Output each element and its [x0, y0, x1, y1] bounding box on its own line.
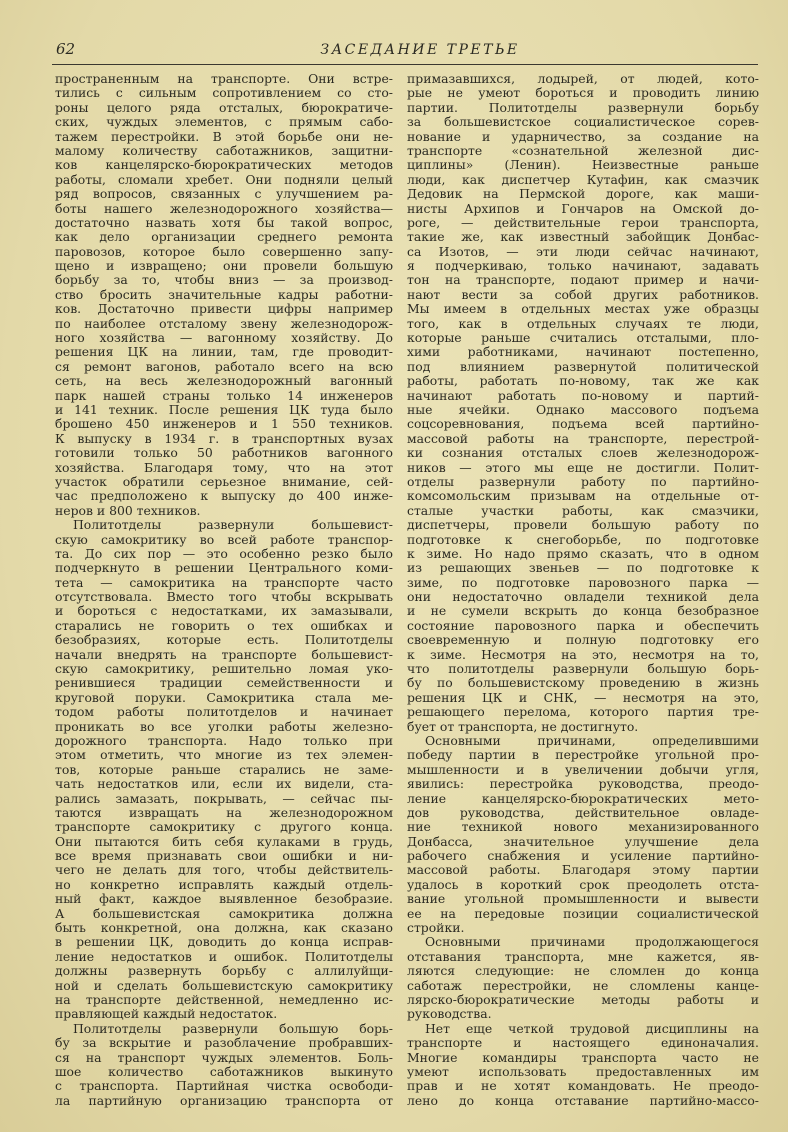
text-line: малому количеству саботажников, защитни- — [55, 143, 393, 158]
text-line: того, как в отдельных случаях те люди, — [407, 316, 759, 331]
text-line: участок обратили серьезное внимание, сей- — [55, 474, 393, 489]
text-line: решения ЦК и СНК, — несмотря на это, — [407, 690, 759, 705]
text-line: боты нашего железнодорожного хозяйства— — [55, 201, 393, 216]
text-line: и 141 техник. После решения ЦК туда было — [55, 402, 393, 417]
text-line: руководства. — [407, 1007, 492, 1022]
text-line: удалось в короткий срок преодолеть отста- — [407, 877, 759, 892]
text-line: нисты Архипов и Гончаров на Омской до- — [407, 201, 759, 216]
text-line: по наиболее отсталому звену железнодорож- — [55, 316, 393, 331]
text-line: правляющей каждый недостаток. — [55, 1007, 278, 1022]
text-line: проникать во все уголки работы железно- — [55, 719, 393, 734]
text-line: отставания транспорта, мне кажется, яв- — [407, 949, 759, 964]
text-line: под влиянием развернутой политической — [407, 359, 759, 374]
text-line: на транспорте действенной, немедленно ис- — [55, 993, 393, 1007]
text-line: ный факт, каждое выявленное безобразие. — [55, 892, 393, 907]
text-line: борьбу за то, чтобы вниз — за производ- — [55, 273, 393, 288]
text-line: в решении ЦК, доводить до конца исправ- — [55, 935, 393, 950]
text-line: стройки. — [407, 921, 465, 936]
text-line: мышленности и в увеличении добычи угля, — [407, 762, 759, 777]
text-line: дорожного транспорта. Надо только при — [55, 733, 393, 748]
text-line: Политотделы развернули большевист- — [73, 518, 393, 533]
text-line: решения ЦК на линии, там, где проводит- — [55, 345, 393, 360]
text-line: состояние паровозного парка и обеспечить — [407, 618, 759, 633]
text-line: подготовке к снегоборьбе, по подготовке — [407, 532, 759, 547]
text-line: ление недостатков и ошибок. Политотделы — [55, 949, 393, 964]
text-line: что политотделы развернули большую борь- — [407, 662, 759, 677]
text-line: такие же, как известный забойщик Донбас- — [407, 230, 759, 245]
text-line: к зиме. Несмотря на это, несмотря на то, — [407, 647, 759, 662]
text-line: комсомольским призывам на отдельные от- — [407, 489, 759, 504]
text-line: быть конкретной, она должна, как сказано — [55, 921, 393, 936]
text-line: сеть, на весь железнодорожный вагонный — [55, 374, 393, 389]
text-line: ее на передовые позиции социалистической — [407, 906, 759, 921]
text-line: бует от транспорта, не достигнуто. — [407, 719, 639, 734]
text-line: Дедовик на Пермской дороге, как маши- — [407, 187, 759, 202]
text-line: отделы развернули работу по партийно- — [407, 474, 759, 489]
text-line: неров и 800 техников. — [55, 503, 201, 518]
paragraph — [407, 1022, 759, 1108]
text-line: но конкретно исправлять каждый отдель- — [55, 877, 393, 892]
text-line: соцсоревнования, подъема всей партийно- — [407, 417, 759, 432]
text-line: я подчеркиваю, только начинают, задавать — [407, 259, 759, 274]
text-line: тились с сильным сопротивлением со сто- — [55, 86, 393, 101]
text-line: старались не говорить о тех ошибках и — [55, 618, 393, 633]
text-line: круговой поруки. Самокритика стала ме- — [55, 690, 393, 705]
text-line: Мы имеем в отдельных местах уже образцы — [407, 302, 759, 317]
text-line: начали внедрять на транспорте большевист- — [55, 647, 393, 662]
text-line: и не сумели вскрыть до конца безобразное — [407, 604, 759, 619]
text-line: паровозов, которое было совершенно запу- — [55, 244, 393, 259]
text-line: ляются следующие: не сломлен до конца — [407, 964, 759, 979]
text-line: са Изотов, — эти люди сейчас начинают, — [407, 244, 759, 259]
text-line: примазавшихся, лодырей, от людей, кото- — [407, 72, 759, 86]
text-line: массовой работы на транспорте, перестрой- — [407, 431, 759, 446]
text-line: умеют использовать предоставленных им — [407, 1064, 759, 1079]
text-line: люди, как диспетчер Кутафин, как смазчик — [407, 172, 759, 187]
text-line: бу по большевистскому проведению в жизнь — [407, 676, 759, 691]
text-line: скую самокритику во всей работе транспор- — [55, 532, 393, 547]
text-line: чего не делать для того, чтобы действитель- — [55, 863, 393, 878]
text-line: Нет еще четкой трудовой дисциплины на — [425, 1021, 759, 1036]
text-line: нование и ударничество, за создание на — [407, 129, 759, 144]
text-line: транспорте «сознательной железной дис- — [407, 143, 759, 158]
text-line: ки сознания отсталых слоев железнодорож- — [407, 446, 759, 461]
text-line: Многие командиры транспорта часто не — [407, 1050, 759, 1065]
text-line: победу партии в перестройке угольной про- — [407, 748, 759, 763]
right-column — [407, 72, 759, 1108]
page-number: 62 — [56, 40, 76, 58]
text-line: щено и извращено; они провели большую — [55, 259, 393, 274]
paragraph — [55, 518, 393, 1022]
text-line: явились: перестройка руководства, преодо- — [407, 777, 759, 792]
text-line: ние техникой нового механизированного — [407, 820, 759, 835]
text-line: К выпуску в 1934 г. в транспортных вузах — [55, 431, 393, 446]
text-line: зиме, по подготовке паровозного парка — — [407, 575, 759, 590]
text-line: отсутствовала. Вместо того чтобы вскрывать — [55, 590, 393, 605]
text-line: час предположено к выпуску до 400 инже- — [55, 489, 393, 504]
text-line: лярско-бюрократические методы работы и — [407, 993, 759, 1007]
text-line: сталые участки работы, как смазчики, — [407, 503, 759, 518]
text-line: ских, чуждых элементов, с прямым сабо- — [55, 115, 393, 130]
text-line: лено до конца отставание партийно-массо- — [407, 1093, 759, 1108]
text-line: тон на транспорте, подают пример и начи- — [407, 273, 759, 288]
text-line: рые не умеют бороться и проводить линию — [407, 86, 759, 101]
text-line: скую самокритику, решительно ломая уко- — [55, 662, 393, 677]
text-line: должны развернуть борьбу с аллилуйщи- — [55, 964, 393, 979]
text-line: Основными причинами, определившими — [425, 733, 759, 748]
text-line: ного хозяйства — вагонному хозяйству. До — [55, 331, 393, 346]
text-line: транспорте самокритику с другого конца. — [55, 820, 393, 835]
text-line: достаточно назвать хотя бы такой вопрос, — [55, 215, 393, 230]
text-line: Политотделы развернули большую борь- — [73, 1021, 393, 1036]
left-column — [55, 72, 393, 1108]
text-line: дов руководства, действительное овладе- — [407, 805, 759, 820]
text-line: Они пытаются бить себя кулаками в грудь, — [55, 834, 393, 849]
text-line: шое количество саботажников выкинуто — [55, 1064, 393, 1079]
paragraph — [55, 72, 393, 518]
text-line: ников — этого мы еще не достигли. Полит- — [407, 460, 759, 475]
text-line: рались замазать, покрывать, — сейчас пы- — [55, 791, 393, 806]
header-rule — [52, 64, 758, 65]
text-line: А большевистская самокритика должна — [55, 906, 393, 921]
text-line: ла партийную организацию транспорта от — [55, 1093, 393, 1108]
text-line: как дело организации среднего ремонта — [55, 230, 393, 245]
text-line: безобразиях, которые есть. Политотделы — [55, 633, 393, 648]
text-line: бу за вскрытие и разоблачение пробравших- — [55, 1036, 393, 1051]
text-line: транспорте и настоящего единоначалия. — [407, 1036, 759, 1051]
text-line: этом отметить, что многие из тех элемен- — [55, 748, 393, 763]
text-line: чать недостатков или, если их видели, ста- — [55, 777, 393, 792]
text-line: все время признавать свои ошибки и ни- — [55, 849, 393, 864]
text-line: ков канцелярско-бюрократических методов — [55, 158, 393, 173]
text-line: своевременную и полную подготовку его — [407, 633, 759, 648]
text-line: решающего перелома, которого партия тре- — [407, 705, 759, 720]
paragraph — [407, 734, 759, 935]
text-line: тов, которые раньше старались не заме- — [55, 762, 393, 777]
text-line: ся на транспорт чуждых элементов. Боль- — [55, 1050, 393, 1065]
text-line: и бороться с недостатками, их замазывали, — [55, 604, 393, 619]
paragraph — [55, 1022, 393, 1108]
text-line: прав и не хотят командовать. Не преодо- — [407, 1079, 759, 1094]
text-line: готовили только 50 работников вагонного — [55, 446, 393, 461]
text-line: работы, сломали хребет. Они подняли целый — [55, 172, 393, 187]
text-line: таются извращать на железнодорожном — [55, 805, 393, 820]
text-line: из решающих звеньев — по подготовке к — [407, 561, 759, 576]
text-line: брошено 450 инженеров и 1 550 техников. — [55, 417, 393, 432]
text-line: Донбасса, значительное улучшение дела — [407, 834, 759, 849]
text-line: подчеркнуто в решении Центрального коми- — [55, 561, 393, 576]
text-line: тажем перестройки. В этой борьбе они не- — [55, 129, 393, 144]
text-line: массовой работы. Благодаря этому партии — [407, 863, 759, 878]
text-line: роге, — действительные герои транспорта, — [407, 215, 759, 230]
text-line: хозяйства. Благодаря тому, что на этот — [55, 460, 393, 475]
running-title: ЗАСЕДАНИЕ ТРЕТЬЕ — [320, 42, 520, 58]
text-line: ренившиеся традиции семейственности и — [55, 676, 393, 691]
text-line: ряд вопросов, связанных с улучшением ра- — [55, 187, 393, 202]
text-line: за большевистское социалистическое сорев- — [407, 115, 759, 130]
text-line: они недостаточно овладели техникой дела — [407, 590, 759, 605]
text-line: работы, работать по-новому, так же как — [407, 374, 759, 389]
paragraph — [407, 935, 759, 1021]
text-line: партии. Политотделы развернули борьбу — [407, 100, 759, 115]
text-line: тета — самокритика на транспорте часто — [55, 575, 393, 590]
text-line: та. До сих пор — это особенно резко было — [55, 546, 393, 561]
text-line: парк нашей страны только 14 инженеров — [55, 388, 393, 403]
text-line: нают вести за собой других работников. — [407, 287, 759, 302]
text-line: пространенным на транспорте. Они встре- — [55, 72, 393, 86]
text-line: с транспорта. Партийная чистка освободи- — [55, 1079, 393, 1094]
text-line: ные ячейки. Однако массового подъема — [407, 402, 759, 417]
text-line: роны целого ряда отсталых, бюрократиче- — [55, 100, 393, 115]
text-line: диспетчеры, провели большую работу по — [407, 518, 759, 533]
text-line: тодом работы политотделов и начинает — [55, 705, 393, 720]
text-line: саботаж перестройки, не сломлены канце- — [407, 978, 759, 993]
paragraph — [407, 72, 759, 734]
text-line: начинают работать по-новому и партий- — [407, 388, 759, 403]
text-line: рабочего снабжения и усиление партийно- — [407, 849, 759, 864]
text-line: ство бросить значительные кадры работни- — [55, 287, 393, 302]
text-line: хими работниками, начинают постепенно, — [407, 345, 759, 360]
text-line: Основными причинами продолжающегося — [425, 935, 759, 950]
text-line: к зиме. Но надо прямо сказать, что в одном — [407, 546, 759, 561]
text-line: циплины» (Ленин). Неизвестные раньше — [407, 158, 759, 173]
text-line: ной и сделать большевистскую самокритику — [55, 978, 393, 993]
text-line: которые раньше считались отсталыми, пло- — [407, 331, 759, 346]
text-line: ление канцелярско-бюрократических мето- — [407, 791, 759, 806]
text-line: ся ремонт вагонов, работало всего на всю — [55, 359, 393, 374]
text-line: вание угольной промышленности и вывести — [407, 892, 759, 907]
text-line: ков. Достаточно привести цифры например — [55, 302, 393, 317]
